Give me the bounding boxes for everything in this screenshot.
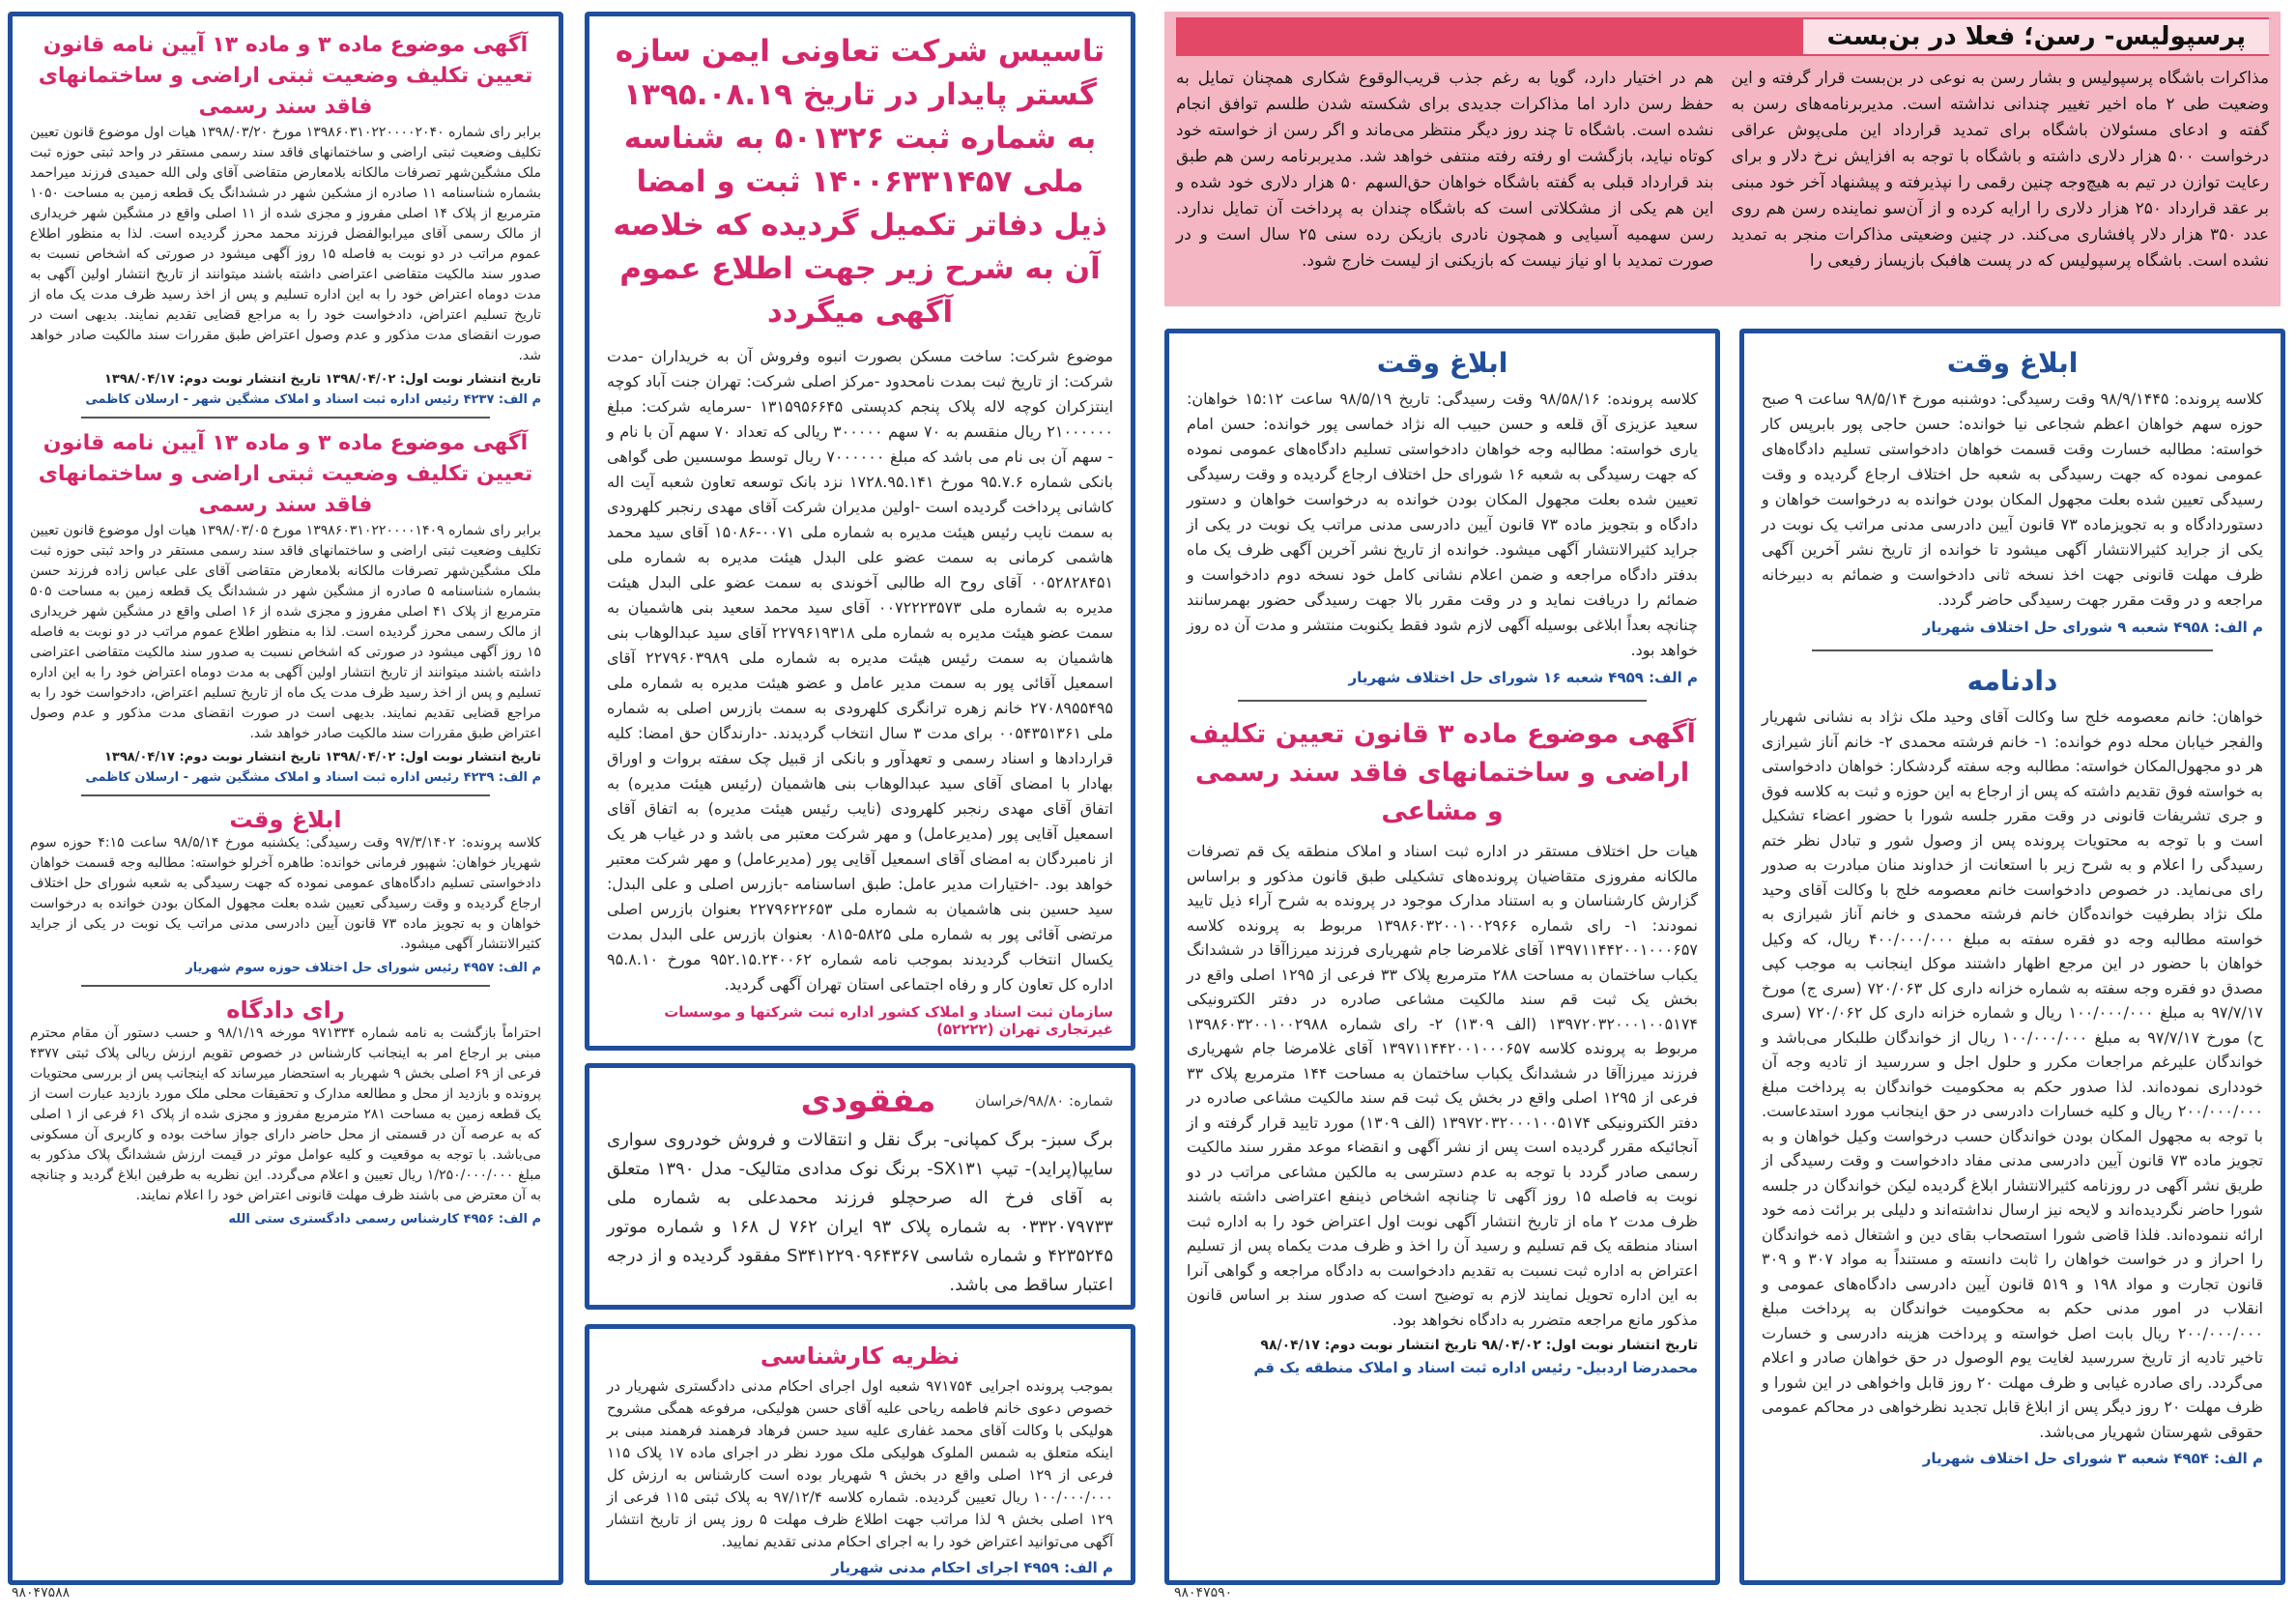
headline-paragraph-right: مذاکرات باشگاه پرسپولیس و بشار رسن به نوعی در بن‌بست قرار گرفته و این وضعیت طی ۲ ماه اخیر تغییر چندانی نداشته است. مدیربرنامه‌های رسن به گفته و ادعای مسئولان باشگاه برای تمدید قرارداد این ملی‌پوش عراقی درخواست ۵۰۰ هزار دلاری داشته و باشگاه با توجه به افزایش نرخ دلار و برای رعایت توازن در تیم به هیچ‌وجه چنین رقمی را نپذیرفته و پیشنهاد آخر خود مبنی بر عقد قرارداد ۲۵۰ هزار دلاری را ارایه کرده و از آن‌سو نماینده رسن هم روی عدد ۳۵۰ هزار دلار پافشاری می‌کند. در چنین وضعیتی مذاکرات منجر به تمدید نشده است. باشگاه پرسپولیس که در پست هافبک بازیساز رفیعی را [1731, 69, 2269, 271]
divider [81, 794, 490, 796]
notice-body: کلاسه پرونده: ۹۷/۳/۱۴۰۲ وقت رسیدگی: یکشنبه مورخ ۹۸/۵/۱۴ ساعت ۴:۱۵ حوزه سوم شهریار خواهان: شهپور فرمانی خوانده: طاهره آخرلو خواسته: مطالبه وجه قسمت خواهان دادخواستی تسلیم دادگاه‌های عمومی نموده که جهت رسیدگی به شعبه شورای حل اختلاف ارجاع گردیده و وقت رسیدگی تعیین شده بعلت مجهول المکان بودن خوانده به درخواست خواهان و به تجویز ماده ۷۳ قانون آیین دادرسی مدنی مراتب یک نوبت در یکی از جراید کثیرالانتشار آگهی میشود. [30, 835, 542, 952]
divider [1812, 649, 2213, 651]
law-notice-title: آگهی موضوع ماده ۳ قانون تعیین تکلیف اراضی و ساختمانهای فاقد سند رسمی و مشاعی [1189, 719, 1696, 826]
notice-signature: م الف: ۴۹۵۹ شعبه ۱۶ شورای حل اختلاف شهریار [1348, 669, 1698, 686]
headline-columns [1176, 66, 2269, 274]
expert-body: بموجب پرونده اجرایی ۹۷۱۷۵۴ شعبه اول اجرای احکام مدنی دادگستری شهریار در خصوص دعوی خانم فاطمه ریاحی علیه آقای حسن هولیکی، مرفوعه همگی مشروح هولیکی با وکالت آقای محمد غفاری علیه سید حسن فرهاد فرهمند فرهمند مبنی بر اینکه متعلق به شمس الملوک هولیکی ملک مورد نظر در اجرای ماده ۱۷ پلاک ۱۱۵ فرعی از ۱۲۹ اصلی واقع در بخش ۹ شهریار بوده است کارشناس به ارزش کل ۱۰۰/۰۰۰/۰۰۰ ریال تعیین گردیده. شماره کلاسه ۹۷/۱۲/۴ به پلاک ثبتی ۱۱۵ فرعی از ۱۲۹ اصلی بخش ۹ لذا مراتب جهت اطلاع ظرف مهلت ۵ روز پس از تاریخ انتشار آگهی می‌توانید اعتراض خود را به اجرای احکام مدنی تقدیم نمایید. [607, 1377, 1113, 1550]
footer-code: ۹۸۰۴۷۵۸۸ [12, 1585, 71, 1601]
notice-title: ابلاغ وقت [1376, 347, 1508, 379]
headline-paragraph-left: هم در اختیار دارد، گویا به رغم جذب قریب‌الوقوع شکاری همچنان تمایل به حفظ رسن دارد اما مذاکرات جدیدی برای شکسته شدن طلسم توافق انجام نشده است. باشگاه تا چند روز دیگر منتظر می‌ماند و اگر رسن از خواسته خود کوتاه نیاید، بازگشت او رفته رفته منتفی خواهد شد. مدیربرنامه رسن هم طبق بند قرارداد قبلی به گفته باشگاه خواهان حق‌السهم ۵۰ هزار دلاری خود شده و این هم یکی از مشکلاتی است که باشگاه چندان به پرداخت آن تمایل ندارد. رسن سهمیه آسیایی و همچون نادری بازیکن رده سنی ۲۵ سال است و در صورت تمدید با او نیاز نیست که بازیکنی از لیست خارج شود. [1176, 69, 1714, 271]
lost-notice-box [585, 1063, 1135, 1310]
divider [81, 985, 490, 987]
notice-body: کلاسه پرونده: ۹۸/۵۸/۱۶ وقت رسیدگی: تاریخ ۹۸/۵/۱۹ ساعت ۱۵:۱۲ خواهان: سعید عزیزی آق قلعه و حسن حبیب اله نژاد خماسی پور خوانده: حسن امام یاری خواسته: مطالبه وجه خواهان دادخواستی تسلیم دادگاه‌های عمومی نموده که جهت رسیدگی به شعبه ۱۶ شورای حل اختلاف ارجاع گردیده و وقت رسیدگی تعیین شده بعلت مجهول المکان بودن خوانده به درخواست خواهان و دستور دادگاه و بتجویز ماده ۷۳ قانون آیین دادرسی مدنی مراتب یک نوبت در یکی از جراید کثیرالانتشار آگهی میشود. خوانده از تاریخ نشر آخرین آگهی ظرف یک ماه بدفتر دادگاه مراجعه و ضمن اعلام نشانی کامل خود نسخه دوم دادخواست و ضمائم را دریافت نماید و در وقت مقرر بالا جهت رسیدگی حضور بهمرسانند چنانچه بعداً ابلاغی بوسیله آگهی لازم شود فقط یکنوبت منتشر و مدت آن ده روز خواهد بود. [1187, 390, 1699, 659]
law1-title: آگهی موضوع ماده ۳ و ماده ۱۳ آیین نامه قانون تعیین تکلیف وضعیت ثبتی اراضی و ساختمانهای فاقد سند رسمی [38, 33, 533, 119]
verdict-body: خواهان: خانم معصومه خلج سا وکالت آقای وحید ملک نژاد به نشانی شهریار والفجر خیابان محله دوم خوانده: ۱- خانم فرشته محمدی ۲- خانم آناز شیرازی هر دو مجهول‌المکان خواسته: مطالبه وجه سفته گردشکار: خواهان دادخواستی به خواسته فوق تقدیم داشته که پس از ارجاع به این حوزه و ثبت به کلاسه فوق و جری تشریفات قانونی در وقت مقرر جلسه شورا با حضور اعضاء تشکیل است و با توجه به محتویات پرونده پس از وصول شور و تبادل نظر ختم رسیدگی را اعلام و به شرح زیر با استعانت از خداوند منان مبادرت به صدور رای می‌نماید. در خصوص دادخواست خانم معصومه خلج با وکالت آقای وحید ملک نژاد بطرفیت خوانده‌گان خانم فرشته محمدی و خانم آناز شیرازی به خواسته مطالبه وجه دو فقره سفته به مبلغ ۴۰۰/۰۰۰/۰۰۰ ریال، که وکیل خواهان با حضور در این مرجع اظهار داشتند موکل اینجانب به موجب کپی مصدق دو فقره وجه سفته به شماره خزانه داری کل ۷۲۰/۰۶۳ (سری ج) مورخ ۹۷/۷/۱۷ به مبلغ ۱۰۰/۰۰۰/۰۰۰ ریال و شماره خزانه داری کل ۷۲۰/۰۶۲ (سری ح) مورخ ۹۷/۷/۱۷ به مبلغ ۱۰۰/۰۰۰/۰۰۰ ریال از خواندگان طلبکار می‌باشد و خواندگان علیرغم مراجعات مکرر و حلول اجل و سررسید از تادیه وجه آن خودداری نموده‌اند. لذا صدور حکم به محکومیت خواندگان به پرداخت مبلغ ۲۰۰/۰۰۰/۰۰۰ ریال و کلیه خسارات دادرسی در حق اینجانب مورد استدعاست. با توجه به مجهول المکان بودن خواندگان حسب درخواست وکیل خواهان و به تجویز ماده ۷۳ قانون آیین دادرسی مدنی مفاد دادخواست و وقت رسیدگی از طریق نشر آگهی در روزنامه کثیرالانتشار ابلاغ گردیده لیکن خواندگان در جلسه شورا حاضر نگردیده‌اند و لایحه نیز ارسال نداشته‌اند و دلیلی بر برائت ذمه خود ارائه ننموده‌اند. فلذا قاضی شورا استصحاب بقای دین و اشتغال ذمه خواندگان را احراز و در خواست خواهان را ثابت دانسته و مستنداً به مواد ۳۰۷ و ۳۰۹ قانون تجارت و مواد ۱۹۸ و ۵۱۹ قانون آیین دادرسی دادگاه‌های عمومی و انقلاب در امور مدنی حکم به محکومیت خواندگان به پرداخت مبلغ ۲۰۰/۰۰۰/۰۰۰ ریال بابت اصل خواسته و پرداخت هزینه دادرسی و خسارت تاخیر تادیه از تاریخ سررسید لغایت یوم الوصول در حق خواهان صادر و اعلام می‌گردد. رای صادره غیابی و ظرف مهلت ۲۰ روز قابل واخواهی در این شورا و ظرف مهلت ۲۰ روز دیگر پس از ابلاغ قابل تجدید نظرخواهی در محاکم عمومی حقوقی شهرستان شهریار می‌باشد. [1762, 707, 2264, 1441]
law2-dates: تاریخ انتشار نوبت اول: ۱۳۹۸/۰۴/۰۲ تاریخ انتشار نوبت دوم: ۱۳۹۸/۰۴/۱۷ [103, 750, 541, 765]
law2-title: آگهی موضوع ماده ۳ و ماده ۱۳ آیین نامه قانون تعیین تکلیف وضعیت ثبتی اراضی و ساختمانهای فاقد سند رسمی [38, 431, 533, 517]
law-notice-dates: تاریخ انتشار نوبت اول: ۹۸/۰۴/۰۲ تاریخ انتشار نوبت دوم: ۹۸/۰۴/۱۷ [1260, 1338, 1698, 1353]
column-left-box [8, 12, 563, 1585]
court-body: احتراماً بازگشت به نامه شماره ۹۷۱۳۳۴ مورخه ۹۸/۱/۱۹ و حسب دستور آن مقام محترم مبنی بر ارجاع امر به اینجانب کارشناس در خصوص تقویم ارزش ریالی پلاک ثبتی ۴۳۷۷ فرعی از ۶۹ اصلی بخش ۹ شهریار به استحضار میرساند که اینجانب پس از بررسی محتویات پرونده و بازدید از محل و مطالعه مدارک و تحقیقات محلی ملک مورد بازدید عبارت است از یک قطعه زمین به مساحت ۲۸۱ مترمربع مفروز و مجزی شده از پلاک ۶۱ فرعی از ۱ اصلی که به عرصه آن در قسمتی از محل حاضر دارای جواز ساخت بوده و کاربری آن مسکونی می‌باشد. با توجه به موقعیت و کلیه عوامل موثر در قیمت ارزش ششدانگ پلاک مذکور به مبلغ ۱/۲۵۰/۰۰۰/۰۰۰ ریال تعیین و اعلام می‌گردد. این نظریه به طرفین ابلاغ گردید و چنانچه به آن معترض می باشند ظرف مهلت قانونی اعتراض خود را اعلام نمایند. [30, 1025, 541, 1203]
expert-title: نظریه کارشناسی [760, 1342, 961, 1370]
court-title: رای دادگاه [226, 996, 345, 1024]
verdict-title: دادنامه [1966, 665, 2058, 697]
company-title: تاسیس شرکت تعاونی ایمن سازه گستر پایدار در تاریخ ۱۳۹۵.۰۸.۱۹ به شماره ثبت ۵۰۱۳۲۶ به شناسه ملی ۱۴۰۰۶۳۳۱۴۵۷ ثبت و امضا ذیل دفاتر تکمیل گردیده که خلاصه آن به شرح زیر جهت اطلاع عموم آگهی میگردد [613, 34, 1107, 330]
law1-body: برابر رای شماره ۱۳۹۸۶۰۳۱۰۲۲۰۰۰۰۲۰۴۰ مورخ ۱۳۹۸/۰۳/۲۰ هیات اول موضوع قانون تعیین تکلیف وضعیت ثبتی اراضی و ساختمانهای فاقد سند رسمی مستقر در واحد ثبتی حوزه ثبت ملک مشگین‌شهر تصرفات مالکانه بلامعارض متقاضی آقای ولی الله حمیدی فرزند میراحمد بشماره شناسنامه ۱۱ صادره از مشکین شهر در ششدانگ یک قطعه زمین به مساحت ۱۰۵۰ مترمربع از پلاک ۱۴ اصلی مفروز و مجزی شده از ۱۱ اصلی واقع در مشگین شهر خریداری از مالک رسمی آقای میرابوالفضل فرزند محمد محرز گردیده است. لذا به منظور اطلاع عموم مراتب در دو نوبت به فاصله ۱۵ روز آگهی میشود در صورتی که اشخاص نسبت به صدور سند مالکیت متقاضی اعتراضی داشته باشند میتوانند از تاریخ انتشار اولین آگهی به مدت دوماه اعتراض خود را به این اداره تسلیم و پس از اخذ رسید ظرف مدت یک ماه از تاریخ تسلیم اعتراض، دادخواست خود را به مراجع قضایی تقدیم نمایند. بدیهی است در صورت انقضای مدت مذکور و عدم وصول اعتراض طبق مقررات سند مالکیت صادر خواهد شد. [30, 125, 542, 363]
law2-signature: م الف: ۴۲۳۹ رئیس اداره ثبت اسناد و املاک مشگین شهر - ارسلان کاظمی [85, 770, 541, 785]
law1-signature: م الف: ۴۲۳۷ رئیس اداره ثبت اسناد و املاک مشگین شهر - ارسلان کاظمی [85, 392, 541, 407]
divider [1238, 700, 1647, 702]
company-body: موضوع شرکت: ساخت مسکن بصورت انبوه وفروش آن به خریداران -مدت شرکت: از تاریخ ثبت بمدت نامحدود -مرکز اصلی شرکت: تهران جنت آباد کوچه اینتزکران کوچه لاله پلاک پنجم کدپستی ۱۳۱۵۹۵۶۶۴۵ -سرمایه شرکت: مبلغ ۲۱۰۰۰۰۰۰ ریال منقسم به ۷۰ سهم ۳۰۰۰۰۰ ریالی که تعداد ۷۰ سهم آن با نام و - سهم آن بی نام می باشد که مبلغ ۷۰۰۰۰۰۰ ریال توسط موسسین طی گواهی بانکی شماره ۹۵.۷.۶ مورخ ۱۷۲۸.۹۵.۱۴۱ نزد بانک توسعه تعاون شعبه آیت اله کاشانی پرداخت گردیده است -اولین مدیران شرکت آقای مهدی رنجبر کلهرودی به سمت نایب رئیس هیئت مدیره به شماره ملی ۰۰۷۱-۱۵۰۸۶ آقای سید محمد هاشمی کرمانی به سمت عضو علی البدل هیئت مدیره به شماره ملی ۰۰۵۲۸۲۸۴۵۱ آقای روح اله طالبی آخوندی به سمت عضو علی البدل هیئت مدیره به شماره ملی ۰۰۷۲۲۲۳۵۷۳ آقای سید محمد سعید بنی هاشمیان به سمت عضو هیئت مدیره به شماره ملی ۲۲۷۹۶۱۹۳۱۸ آقای سید عبدالوهاب بنی هاشمیان به سمت رئیس هیئت مدیره به شماره ملی ۲۲۷۹۶۰۳۹۸۹ آقای اسمعیل آقائی پور به سمت مدیر عامل و عضو هیئت مدیره به شماره ملی ۲۷۰۸۹۵۵۴۹۵ خانم زهره ترانگری کلهرودی به سمت بازرس اصلی به شماره ملی ۰۰۵۴۳۵۱۳۶۱ برای مدت ۳ سال انتخاب گردیدند. -دارندگان حق امضا: کلیه قراردادها و اسناد رسمی و تعهدآور و بانکی از قبیل چک سفته بروات و اوراق بهادار با امضای آقای سید عبدالوهاب بنی هاشمیان (رئیس هیئت مدیره) به اتفاق آقای مهدی رنجبر کلهرودی (نایب رئیس هیئت مدیره) به اتفاق آقای اسمعیل آقایی پور (مدیرعامل) و مهر شرکت معتبر می باشد و در غیاب هر یک از نامبردگان به امضای آقای اسمعیل آقایی پور (مدیرعامل) و مهر شرکت معتبر خواهد بود. -اختیارات مدیر عامل: طبق اساسنامه -بازرس اصلی و علی البدل: سید حسین بنی هاشمیان به شماره ملی ۲۲۷۹۶۲۲۶۵۳ بعنوان بازرس اصلی مرتضی آقائی پور به شماره ملی ۵۸۲۵-۰۸۱۵ بعنوان بازرس علی البدل بمدت یکسال انتخاب گردیدند بموجب نامه شماره ۹۵۲.۱۵.۲۴۰۰۶۲ مورخ ۹۵.۸.۱۰ اداره کل تعاون کار و رفاه اجتماعی استان تهران آگهی گردید. [607, 347, 1114, 994]
lost-number: شماره: ۹۸/۸۰/خراسان [975, 1092, 1113, 1110]
lost-header [607, 1082, 1113, 1120]
law-notice-body: هیات حل اختلاف مستقر در اداره ثبت اسناد و املاک منطقه یک قم تصرفات مالکانه مفروزی متقاضیان پرونده‌های تشکیلی طبق قانون مذکور و براساس گزارش کارشناسان و به استناد مدارک موجود در پرونده به شرح آراء ذیل تایید نمودند: ۱- رای شماره ۱۳۹۸۶۰۳۲۰۰۱۰۰۲۹۶۶ مربوط به پرونده کلاسه ۱۳۹۷۱۱۴۴۲۰۰۱۰۰۰۶۵۷ آقای غلامرضا جام شهریاری فرزند میرزاآقا در ششدانگ یکباب ساختمان به مساحت ۲۸۸ مترمربع پلاک ۳۳ فرعی از ۱۲۹۵ اصلی واقع در بخش یک ثبت قم سند مالکیت مشاعی صادره در دفتر الکترونیکی ۱۳۹۷۲۰۳۲۰۰۰۱۰۰۵۱۷۴ (الف ۱۳۰۹) ۲- رای شماره ۱۳۹۸۶۰۳۲۰۰۱۰۰۲۹۸۸ مربوط به پرونده کلاسه ۱۳۹۷۱۱۴۴۲۰۰۱۰۰۰۶۵۷ آقای غلامرضا جام شهریاری فرزند میرزاآقا در ششدانگ یکباب ساختمان به مساحت ۱۴۴ مترمربع پلاک ۳۳ فرعی از ۱۲۹۵ اصلی واقع در بخش یک ثبت قم سند مالکیت مشاعی صادره در دفتر الکترونیکی ۱۳۹۷۲۰۳۲۰۰۰۱۰۰۵۱۷۴ (الف ۱۳۰۹) مورد تایید قرار گرفته و از آنجائیکه مقرر گردیده است پس از نشر آگهی و انقضاء موعد مقرر سند مالکیت رسمی صادر گردد با توجه به عدم دسترسی به مالکین مشاعی مراتب در دو نوبت به فاصله ۱۵ روز آگهی تا چنانچه اشخاص ذینفع اعتراضی داشته باشند ظرف مدت ۲ ماه از تاریخ انتشار آگهی نوبت اول اعتراض خود را به اداره ثبت اسناد منطقه یک قم تسلیم و رسید آن را اخذ و ظرف مدت یکماه پس از تسلیم اعتراض به اداره ثبت نسبت به تقدیم دادخواست به دادگاه مراجعه و گواهی آنرا به این اداره تحویل نمایند لازم به توضیح است که صدور سند بر اساس قانون مذکور مانع مراجعه متضرر به دادگاه نخواهد بود. [1187, 842, 1699, 1329]
column-right-box [1739, 329, 2285, 1585]
court-signature: م الف: ۴۹۵۶ کارشناس رسمی دادگستری ستی الله [228, 1212, 541, 1226]
law2-body: برابر رای شماره ۱۳۹۸۶۰۳۱۰۲۲۰۰۰۰۱۴۰۹ مورخ ۱۳۹۸/۰۳/۰۵ هیات اول موضوع قانون تعیین تکلیف وضعیت ثبتی اراضی و ساختمانهای فاقد سند رسمی مستقر در واحد ثبتی حوزه ثبت ملک مشگین‌شهر تصرفات مالکانه بلامعارض متقاضی آقای علی عباس زاده فرزند حسن بشماره شناسنامه ۵ صادره از مشگین شهر در ششدانگ یک قطعه زمین به مساحت ۵۰۵ مترمربع از پلاک ۴۱ اصلی مفروز و مجزی شده از ۱۶ اصلی واقع در مشگین شهر خریداری از مالک رسمی محرز گردیده است. لذا به منظور اطلاع عموم مراتب در دو نوبت به فاصله ۱۵ روز آگهی میشود در صورتی که اشخاص نسبت به صدور سند مالکیت متقاضی اعتراضی داشته باشند میتوانند از تاریخ انتشار اولین آگهی به مدت دوماه اعتراض خود را به این اداره تسلیم و پس از اخذ رسید ظرف مدت یک ماه از تاریخ تسلیم اعتراض، دادخواست خود را به مراجع قضایی تقدیم نمایند. بدیهی است در صورت انقضای مدت مذکور و عدم وصول اعتراض طبق مقررات سند مالکیت صادر خواهد شد. [30, 523, 541, 741]
divider [81, 417, 490, 418]
expert-opinion-box [585, 1324, 1135, 1585]
lost-body: برگ سبز- برگ کمپانی- برگ نقل و انتقالات و فروش خودروی سواری سایپا(پراید)- تیپ SX۱۳۱- برنگ نوک مدادی متالیک- مدل ۱۳۹۰ متعلق به آقای فرخ اله صرحچلو فرزند محمدعلی به شماره ملی ۰۳۳۲۰۷۹۷۳۳ به شماره پلاک ۹۳ ایران ۷۶۲ ل ۱۶۸ و شماره موتور ۴۲۳۵۲۴۵ و شماره شاسی S۳۴۱۲۲۹۰۹۶۴۳۶۷ مفقود گردیده و از درجه اعتبار ساقط می باشد. [607, 1130, 1114, 1295]
headline-title: پرسپولیس- رسن؛ فعلا در بن‌بست [1803, 19, 2269, 54]
company-registration-box [585, 12, 1135, 1051]
notice-signature: م الف: ۴۹۵۷ رئیس شورای حل اختلاف حوزه سوم شهریار [186, 961, 541, 975]
headline-title-bar [1176, 17, 2269, 56]
notice-title: ابلاغ وقت [1946, 347, 2079, 379]
news-headline-section [1164, 12, 2281, 306]
law-notice-signature: محمدرضا اردبیل- رئیس اداره ثبت اسناد و املاک منطقه یک قم [1253, 1359, 1698, 1376]
notice-body: کلاسه پرونده: ۹۸/۹/۱۴۴۵ وقت رسیدگی: دوشنبه مورخ ۹۸/۵/۱۴ ساعت ۹ صبح حوزه سهم خواهان اعظم شجاعی نیا خوانده: حسن حاجی پور بابرپس کار خواسته: مطالبه خسارت وقت قسمت خواهان دادخواستی تسلیم دادگاه‌های عمومی نموده که جهت رسیدگی به شعبه حل اختلاف ارجاع گردیده و وقت رسیدگی تعیین شده بعلت مجهول المکان بودن خوانده به درخواست خواهان و دستوردادگاه و به تجویزماده ۷۳ قانون آیین دادرسی مدنی مراتب یک نوبت در یکی از جراید کثیرالانتشار آگهی میشود تا خوانده از تاریخ نشر آخرین آگهی ظرف مهلت قانونی جهت اخذ نسخه ثانی دادخواست و ضمائم به دبیرخانه مراجعه و در وقت مقرر جهت رسیدگی حاضر گردد. [1762, 390, 2263, 609]
lost-title: مفقودی [800, 1082, 936, 1120]
footer-code: ۹۸۰۴۷۵۹۰ [1174, 1585, 1233, 1601]
notice-signature: م الف: ۴۹۵۸ شعبه ۹ شورای حل اختلاف شهریار [1922, 619, 2263, 636]
notice-title: ابلاغ وقت [229, 806, 342, 833]
company-signature: سازمان ثبت اسناد و املاک کشور اداره ثبت شرکتها و موسسات غیرتجاری تهران (۵۲۲۲۲) [664, 1003, 1113, 1038]
expert-signature: م الف: ۴۹۵۹ اجرای احکام مدنی شهریار [831, 1559, 1113, 1576]
column-3-box [1164, 329, 1720, 1585]
verdict-signature: م الف: ۴۹۵۴ شعبه ۳ شورای حل اختلاف شهریار [1922, 1450, 2263, 1467]
law1-dates: تاریخ انتشار نوبت اول: ۱۳۹۸/۰۴/۰۲ تاریخ انتشار نوبت دوم: ۱۳۹۸/۰۴/۱۷ [103, 372, 541, 387]
